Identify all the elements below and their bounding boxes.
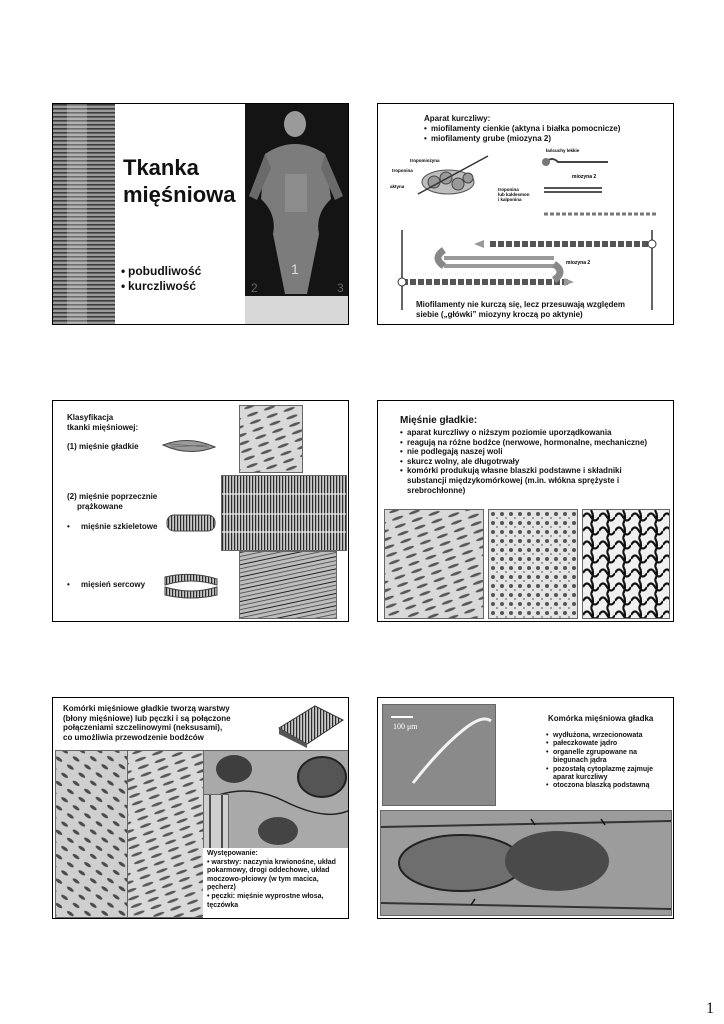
occurrence-line-2: pokarmowy, drogi oddechowe, układ bbox=[207, 867, 330, 875]
apparatus-bullet-2: • miofilamenty grube (miozyna 2) bbox=[424, 134, 670, 144]
label-lancuchy-lekkie: łańcuchy lekkie bbox=[546, 148, 580, 153]
slide-4-smooth-muscle bbox=[377, 400, 674, 622]
photo-number-right: 3 bbox=[337, 281, 344, 295]
slide-5-smooth-layers bbox=[52, 697, 349, 919]
occurrence-line-3: moczowo-płciowy (w tym macica, bbox=[207, 875, 319, 883]
cardiac-muscle-micrograph bbox=[239, 551, 337, 619]
cardiac-fiber-drawing bbox=[163, 571, 219, 599]
label-aktyna: aktyna bbox=[390, 184, 405, 189]
classification-heading-line-2: tkanki mięśniowej: bbox=[67, 422, 139, 432]
occurrence-line-6: tęczówka bbox=[207, 901, 239, 909]
title-bullets bbox=[121, 264, 201, 294]
slide-3-classification bbox=[52, 400, 349, 622]
item-striated-muscle bbox=[67, 492, 157, 511]
smooth-muscle-micrograph bbox=[239, 405, 303, 473]
occurrence-line-5: • pęczki: mięśnie wyprostne włosa, bbox=[207, 892, 324, 900]
page-number: 1 bbox=[706, 1000, 714, 1017]
striated-muscle-image bbox=[53, 104, 115, 324]
bullet-pobudliwosc: • pobudliwość bbox=[121, 264, 201, 279]
slide-6-smooth-cell bbox=[377, 697, 674, 919]
skeletal-muscle-micrograph bbox=[221, 475, 347, 551]
label-troponina-alt-1: troponina bbox=[498, 187, 519, 192]
apparatus-heading: Aparat kurczliwy: bbox=[424, 114, 491, 123]
label-troponina-alt-2: lub kaldesmon bbox=[498, 192, 530, 197]
sliding-caption bbox=[416, 300, 666, 319]
muscle-bundle-drawing bbox=[275, 702, 345, 748]
sliding-caption-line-1: Miofilamenty nie kurczą się, lecz przesuwają względem bbox=[416, 300, 625, 309]
cell-bullet-4: • pozostałą cytoplazmę zajmuje aparat kurczliwy bbox=[546, 766, 664, 783]
occurrence-line-4: pęcherz) bbox=[207, 884, 236, 892]
smooth-bullet-3: • nie podlegają naszej woli bbox=[400, 447, 662, 457]
photo-number-center: 1 bbox=[291, 261, 299, 277]
bullet-kurczliwosc: • kurczliwość bbox=[121, 279, 201, 294]
smooth-cell-drawing bbox=[161, 435, 217, 457]
item-striated-line-2: prążkowane bbox=[77, 501, 123, 511]
cell-bullet-5: • otoczona blaszką podstawną bbox=[546, 782, 664, 790]
layers-intro bbox=[63, 704, 263, 742]
classification-heading-line-1: Klasyfikacja bbox=[67, 413, 114, 422]
smooth-bullet-4: • skurcz wolny, ale długotrwały bbox=[400, 457, 662, 467]
title-line-2: mięśniowa bbox=[123, 182, 236, 207]
myofilament-diagram bbox=[378, 104, 674, 325]
item-cardiac-muscle: • mięsień sercowy bbox=[67, 580, 145, 590]
label-tropomiozyna: tropomiozyna bbox=[410, 158, 440, 163]
smooth-bullet-1: • aparat kurczliwy o niższym poziomie uporządkowania bbox=[400, 428, 662, 438]
smooth-micrograph-longitudinal bbox=[384, 509, 484, 619]
scale-label: 100 μm bbox=[393, 722, 418, 731]
cell-bullet-2: • pałeczkowate jądro bbox=[546, 740, 664, 748]
nexus-inset bbox=[203, 794, 229, 850]
smooth-layer-micrograph-1 bbox=[55, 750, 129, 918]
photo-number-left: 2 bbox=[251, 281, 258, 295]
label-miozyna-2-bottom: miozyna 2 bbox=[566, 260, 591, 266]
cell-heading: Komórka mięśniowa gładka bbox=[548, 714, 654, 723]
layers-intro-line-3: połączeniami szczelinowymi (neksusami), bbox=[63, 723, 223, 733]
smooth-bullet-5: • komórki produkują własne blaszki podstawne i składniki substancji międzykomórkowej (m.in. włókna sprężyste i srebrochłonne) bbox=[400, 466, 662, 495]
label-troponina: troponina bbox=[392, 168, 413, 173]
smooth-layer-micrograph-2 bbox=[127, 750, 205, 918]
item-skeletal-muscle: • mięśnie szkieletowe bbox=[67, 522, 157, 532]
isolated-cell-micrograph bbox=[382, 704, 496, 806]
layers-intro-line-1: Komórki mięśniowe gładkie tworzą warstwy bbox=[63, 704, 230, 713]
smooth-micrograph-cross bbox=[488, 509, 578, 619]
occurrence-line-1: • warstwy: naczynia krwionośne, układ bbox=[207, 858, 336, 866]
occurrence-heading: Występowanie: bbox=[207, 850, 258, 857]
skeletal-fiber-drawing bbox=[165, 511, 217, 535]
cell-bullets bbox=[546, 732, 664, 791]
occurrence-block bbox=[207, 850, 347, 910]
sliding-filaments-drawing bbox=[398, 230, 656, 310]
label-miozyna-2-top: miozyna 2 bbox=[572, 174, 597, 180]
apparatus-bullet-1: • miofilamenty cienkie (aktyna i białka pomocnicze) bbox=[424, 124, 670, 134]
smooth-bullet-2: • reagują na różne bodźce (nerwowe, hormonalne, mechaniczne) bbox=[400, 438, 662, 448]
bodybuilder-photo bbox=[245, 104, 349, 324]
smooth-bullets bbox=[400, 428, 662, 495]
smooth-cell-em-micrograph bbox=[380, 810, 672, 916]
myosin-molecule-drawings bbox=[542, 158, 658, 214]
slide-2-contractile-apparatus bbox=[377, 103, 674, 325]
layers-intro-line-4: co umożliwia przewodzenie bodźców bbox=[63, 732, 204, 742]
cell-bullet-3: • organelle zgrupowane na biegunach jądra bbox=[546, 749, 664, 766]
item-striated-line-1: (2) mięśnie poprzecznie bbox=[67, 492, 158, 501]
slide-1-title bbox=[52, 103, 349, 325]
cell-bullet-1: • wydłużona, wrzecionowata bbox=[546, 732, 664, 740]
smooth-heading: Mięśnie gładkie: bbox=[400, 415, 478, 426]
item-smooth-muscle: (1) mięśnie gładkie bbox=[67, 442, 139, 451]
label-troponina-alt-3: i kalponina bbox=[498, 197, 522, 202]
title-line-1: Tkanka bbox=[123, 155, 199, 180]
reticular-fibers-micrograph bbox=[582, 509, 670, 619]
sliding-caption-line-2: siebie („główki” miozyny kroczą po aktynie) bbox=[416, 309, 583, 319]
layers-intro-line-2: (błony mięśniowe) lub pęczki i są połączone bbox=[63, 713, 231, 723]
classification-heading bbox=[67, 413, 138, 432]
